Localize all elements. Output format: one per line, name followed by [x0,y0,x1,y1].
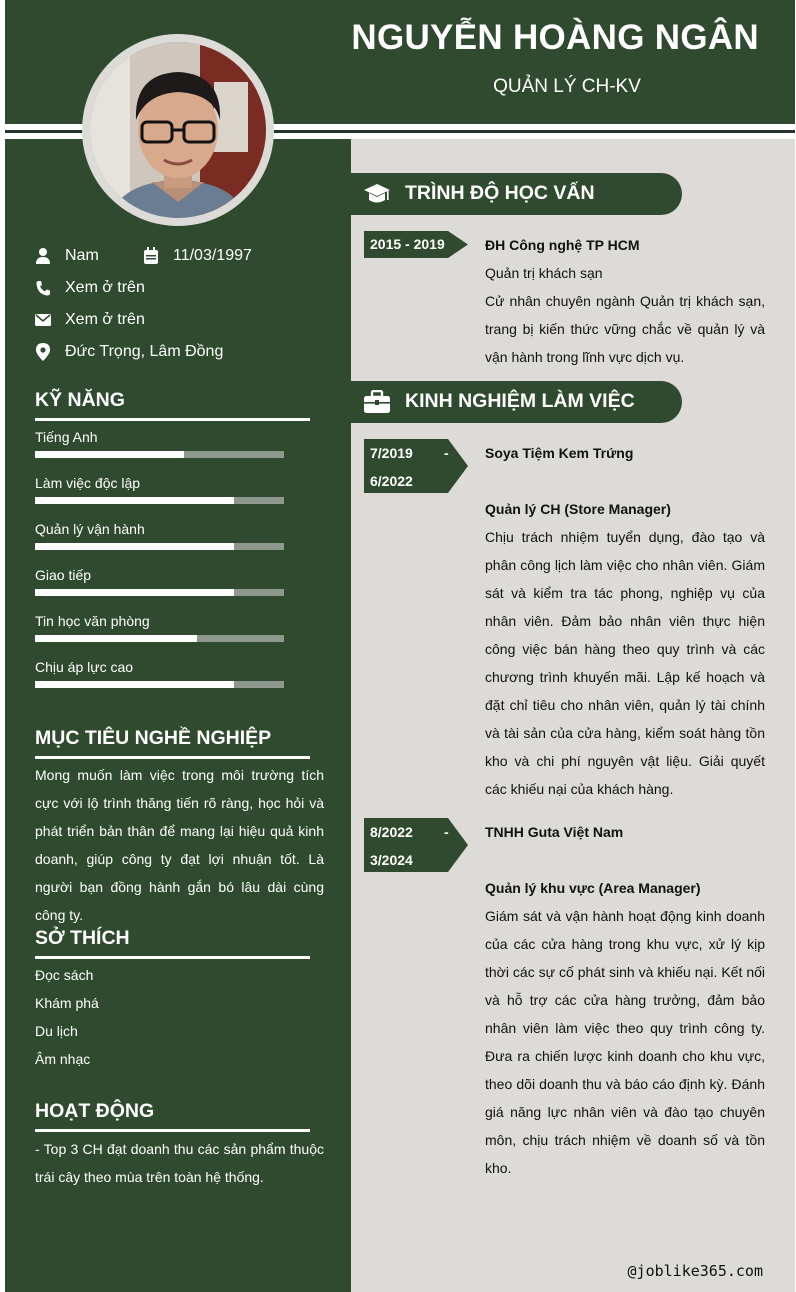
skill-label: Tiếng Anh [35,429,98,445]
skill-level-fill [35,497,234,504]
skill-label: Tin học văn phòng [35,613,150,629]
job1-period-dash: - [444,445,449,461]
skill-label: Giao tiếp [35,567,92,583]
skill-level-bar [35,635,284,642]
skill-level-fill [35,681,234,688]
job-title: QUẢN LÝ CH-KV [493,76,641,97]
experience-heading: KINH NGHIỆM LÀM VIỆC [405,390,635,412]
skill-label: Quản lý vận hành [35,521,145,537]
education-description: Cử nhân chuyên ngành Quản trị khách sạn, trang bị kiến thức vững chắc về quản lý và vận hành trong lĩnh vực dịch vụ. [485,293,765,365]
job1-company: Soya Tiệm Kem Trứng [485,445,634,461]
skill-row [35,475,284,504]
education-heading-bar [351,173,682,215]
skill-level-bar [35,589,284,596]
hobby-item: Du lịch [35,1023,78,1039]
job2-period-end: 3/2024 [370,852,413,868]
phone-value: Xem ở trên [65,279,145,296]
education-major: Quản trị khách sạn [485,265,603,281]
experience-heading-bar [351,381,682,423]
location-pin-icon [35,343,51,361]
skill-level-fill [35,543,234,550]
skill-row [35,613,284,642]
objective-heading: MỤC TIÊU NGHỀ NGHIỆP [35,727,310,759]
job1-position: Quản lý CH (Store Manager) [485,501,671,517]
phone-icon [35,279,51,297]
envelope-icon [35,311,51,329]
resume-page [5,0,795,1292]
job1-description: Chịu trách nhiệm tuyển dụng, đào tạo và phân công lịch làm việc cho nhân viên. Giám sát và kiểm tra tác phong, nghiệp vụ của nhân viên. Đảm bảo nhân viên thực hiện công việc bán hàng theo quy trình và các chương trình khuyến mãi. Lập kế hoạch và đặt chỉ tiêu cho nhân viên, quản lý tài chính và tài sản của cửa hàng, kiểm soát hàng tồn kho và chi phí nguyên vật liệu. Giải quyết các khiếu nại của khách hàng. [485,529,765,797]
hobbies-heading: SỞ THÍCH [35,927,310,959]
skill-level-bar [35,543,284,550]
graduation-cap-icon [363,182,391,206]
job2-period-start: 8/2022 [370,824,413,840]
skills-heading: KỸ NĂNG [35,389,310,421]
skill-row [35,521,284,550]
skill-label: Chịu áp lực cao [35,659,134,675]
job1-period-start: 7/2019 [370,445,413,461]
job1-period-end: 6/2022 [370,473,413,489]
education-school: ĐH Công nghệ TP HCM [485,237,640,253]
address-value: Đức Trọng, Lâm Đồng [65,343,224,360]
avatar [90,42,266,218]
job2-company: TNHH Guta Việt Nam [485,824,624,840]
education-period: 2015 - 2019 [370,236,445,252]
skill-level-fill [35,589,234,596]
birthdate-value: 11/03/1997 [173,247,252,264]
skill-row [35,567,284,596]
activities-text: - Top 3 CH đạt doanh thu các sản phẩm thuộc trái cây theo mùa trên toàn hệ thống. [35,1141,324,1185]
skill-label: Làm việc độc lập [35,475,141,491]
skill-level-bar [35,681,284,688]
hobby-item: Âm nhạc [35,1051,91,1067]
hobby-item: Khám phá [35,995,99,1011]
user-icon [35,247,51,265]
candidate-name: NGUYỄN HOÀNG NGÂN [351,18,759,57]
job2-position: Quản lý khu vực (Area Manager) [485,880,701,896]
job2-period-dash: - [444,824,449,840]
objective-text: Mong muốn làm việc trong môi trường tích cực với lộ trình thăng tiến rõ ràng, học hỏi và phát triển bản thân để mang lại hiệu quả kinh doanh, giúp công ty đạt lợi nhuận tốt. Là người bạn đồng hành gắn bó lâu dài cùng công ty. [35,767,324,923]
skill-level-fill [35,451,184,458]
email-value: Xem ở trên [65,311,145,328]
hobby-item: Đọc sách [35,967,94,983]
skill-level-fill [35,635,197,642]
skill-level-bar [35,497,284,504]
activities-heading: HOẠT ĐỘNG [35,1100,310,1132]
calendar-icon [143,247,159,265]
gender-value: Nam [65,247,99,264]
briefcase-icon [363,390,391,414]
education-heading: TRÌNH ĐỘ HỌC VẤN [405,182,595,204]
skill-level-bar [35,451,284,458]
skill-row [35,429,284,458]
job2-description: Giám sát và vận hành hoạt động kinh doanh của các cửa hàng trong khu vực, xử lý kịp thời các sự cố phát sinh và khiếu nại. Kết nối và hỗ trợ các cửa hàng trưởng, đảm bảo nhân viên làm việc theo quy trình công ty. Đưa ra chiến lược kinh doanh cho khu vực, theo dõi doanh thu và báo cáo định kỳ. Đánh giá năng lực nhân viên và đào tạo chuyên môn, chịu trách nhiệm về doanh số và tồn kho. [485,908,765,1176]
watermark: @joblike365.com [627,1262,763,1280]
skill-row [35,659,284,688]
